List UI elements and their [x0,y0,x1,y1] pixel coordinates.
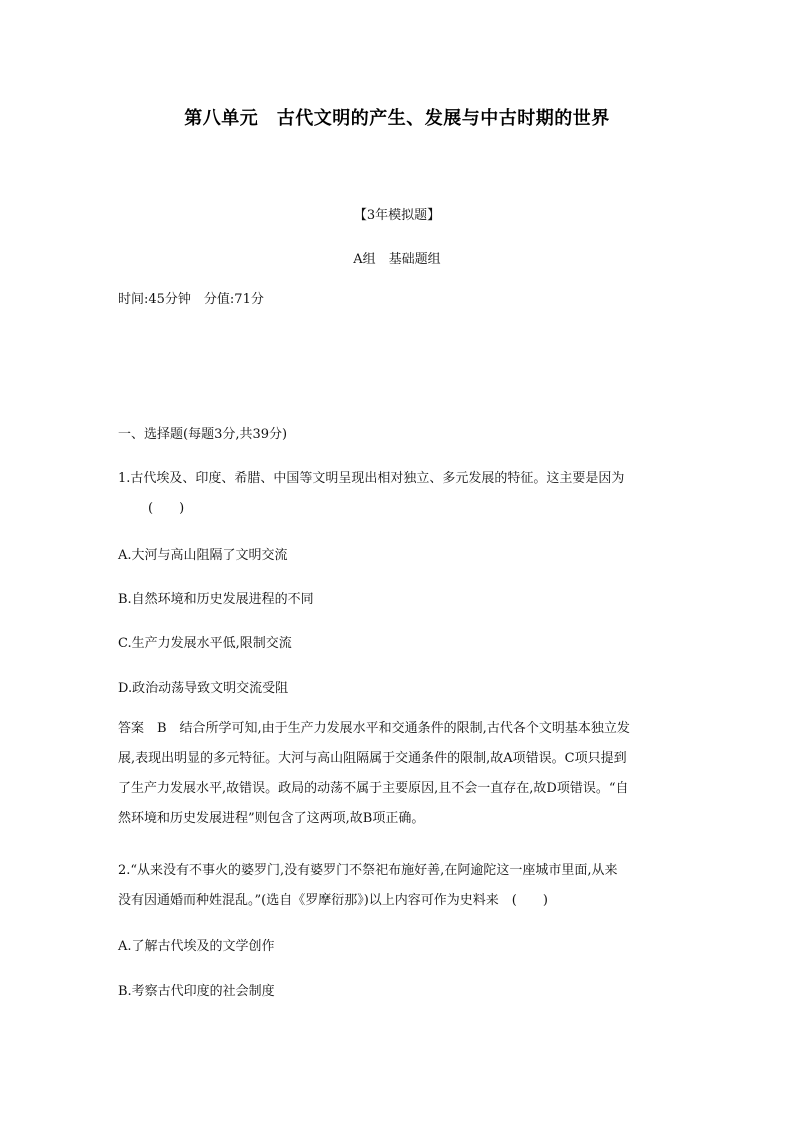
answer-line: 了生产力发展水平,故错误。政局的动荡不属于主要原因,且不会一直存在,故D项错误。“自 [118,781,629,796]
question-1-option-a: A.大河与高山阻隔了文明交流 [118,548,288,563]
question-2-option-a: A.了解古代埃及的文学创作 [118,939,275,954]
page-title: 第八单元 古代文明的产生、发展与中古时期的世界 [184,108,610,129]
question-1-stem [118,464,678,524]
section-tag: 【3年模拟题】 [353,208,441,223]
question-1-answer-blank: ( ) [148,501,185,516]
time-score-info: 时间:45分钟 分值:71分 [118,292,264,307]
group-heading: A组 基础题组 [353,252,441,267]
answer-line: 答案 B 结合所学可知,由于生产力发展水平和交通条件的限制,古代各个文明基本独立发 [118,721,630,736]
question-1-option-d: D.政治动荡导致文明交流受阻 [118,681,289,696]
answer-line: 然环境和历史发展进程”则包含了这两项,故B项正确。 [118,811,425,826]
answer-line: 展,表现出明显的多元特征。大河与高山阻隔属于交通条件的限制,故A项错误。C项只提到 [118,751,627,766]
question-1-answer [118,714,678,834]
question-1-option-c: C.生产力发展水平低,限制交流 [118,636,292,651]
question-2-option-b: B.考察古代印度的社会制度 [118,984,275,999]
question-2-stem-line: 没有因通婚而种姓混乱。”(选自《罗摩衍那》)以上内容可作为史料来 ( ) [118,893,548,908]
question-2-stem [118,856,678,916]
question-1-option-b: B.自然环境和历史发展进程的不同 [118,592,314,607]
part-heading: 一、选择题(每题3分,共39分) [118,427,288,442]
question-2-stem-line: 2.“从来没有不事火的婆罗门,没有婆罗门不祭祀布施好善,在阿逾陀这一座城市里面,从来 [118,863,618,878]
question-1-stem-line: 1.古代埃及、印度、希腊、中国等文明呈现出相对独立、多元发展的特征。这主要是因为 [118,471,625,486]
